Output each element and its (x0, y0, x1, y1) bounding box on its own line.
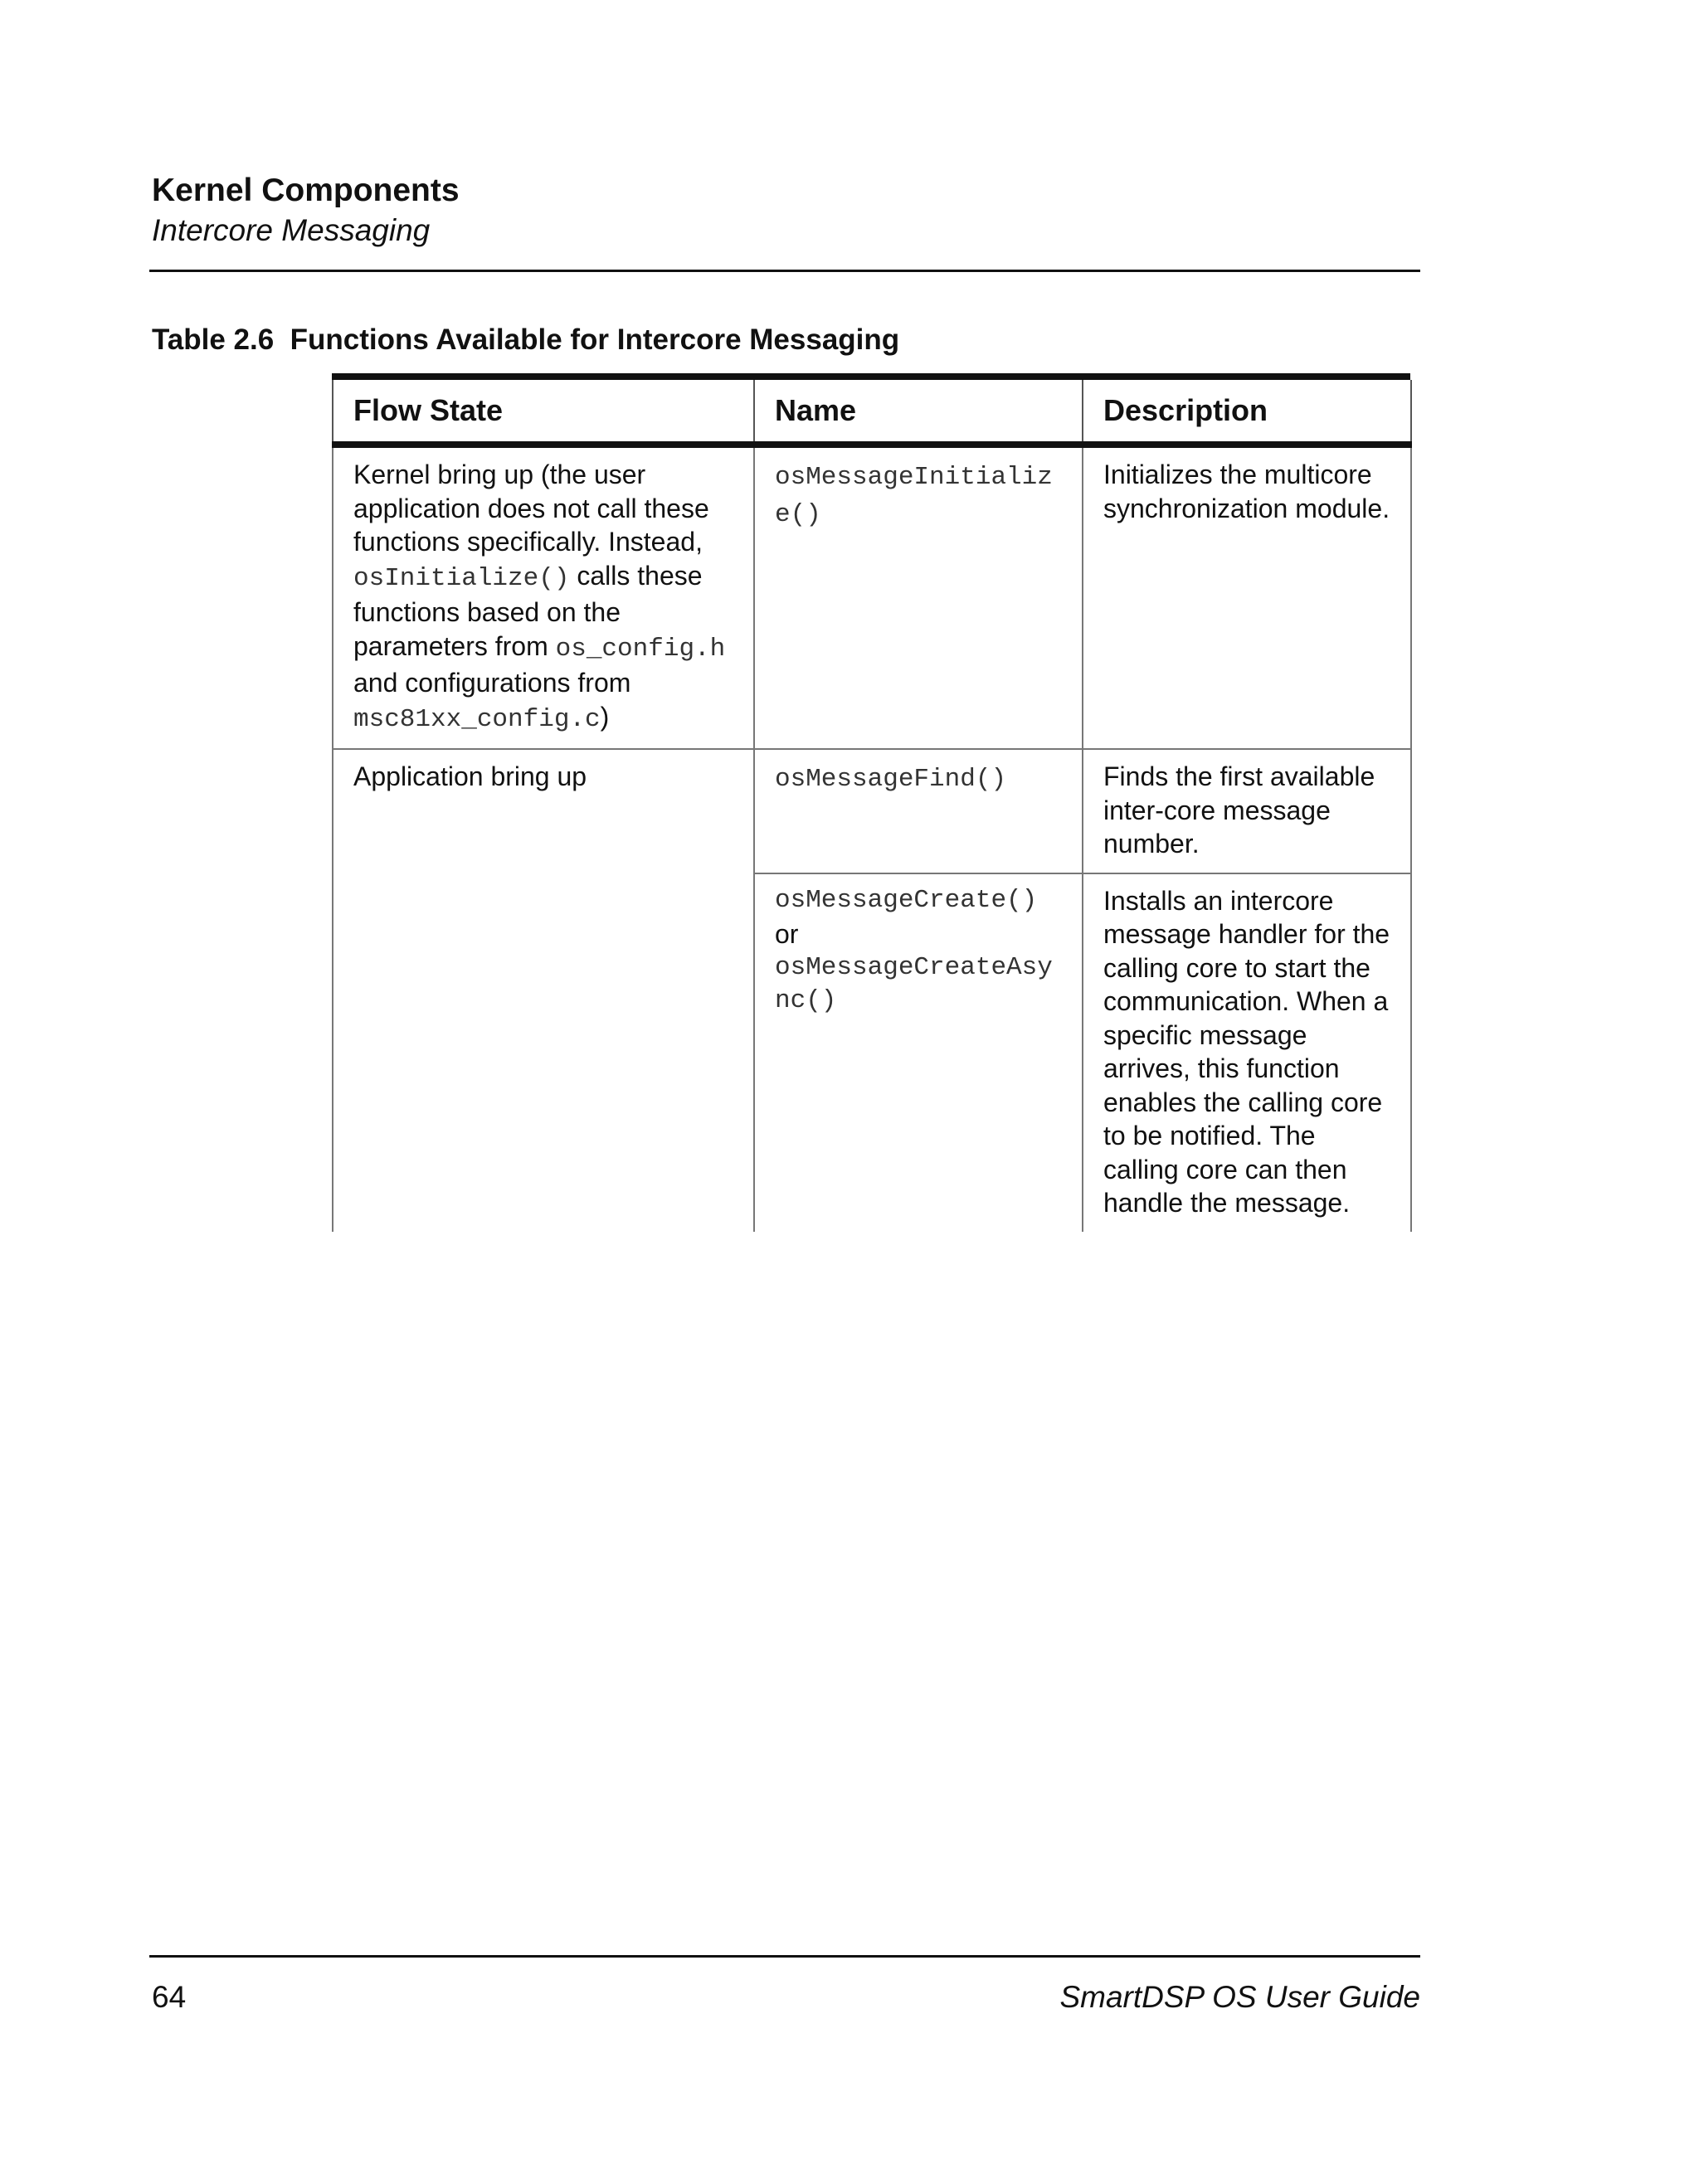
function-name: osMessageInitialize() (775, 463, 1053, 529)
column-header-description: Description (1083, 380, 1411, 445)
flow-state-text: calls these functions based on the parameters from (353, 560, 703, 661)
flow-state-text: Kernel bring up (the user application does not call these functions specifically. Instead, (353, 460, 709, 557)
page-number: 64 (152, 1980, 187, 2014)
section-subtitle: Intercore Messaging (152, 213, 431, 247)
flow-state-cell (333, 445, 754, 749)
footer-guide-title: SmartDSP OS User Guide (1059, 1980, 1420, 2014)
running-head (152, 170, 1421, 250)
function-name: osMessageFind() (775, 765, 1007, 794)
header-rule (149, 270, 1420, 272)
footer-rule (149, 1955, 1420, 1958)
functions-table-wrapper (332, 373, 1410, 1226)
code-os-config-h: os_config.h (555, 634, 726, 664)
function-name: osMessageCreate() (775, 885, 1038, 915)
description-cell: Installs an intercore message handler for the calling core to start the communication. When a specific message arrives, this function enables the calling core to be notified. The calling core can then handle the message. (1083, 873, 1411, 1232)
function-name-cell (754, 749, 1083, 873)
table-row (333, 749, 1411, 873)
table-header-row (333, 380, 1411, 445)
flow-state-text: ) (600, 701, 610, 732)
function-name-cell (754, 445, 1083, 749)
column-header-flow-state: Flow State (333, 380, 754, 445)
code-msc81xx-config-c: msc81xx_config.c (353, 704, 601, 734)
flow-state-text: and configurations from (353, 668, 631, 698)
section-title: Kernel Components (152, 173, 460, 208)
description-cell: Initializes the multicore synchronization module. (1083, 445, 1411, 749)
functions-table (332, 380, 1412, 1232)
table-row (333, 445, 1411, 749)
table-caption: Table 2.6 Functions Available for Intercore Messaging (152, 323, 900, 356)
or-text: or (775, 919, 799, 949)
flow-state-cell: Application bring up (333, 749, 754, 1232)
code-osinitialize: osInitialize() (353, 563, 570, 593)
function-name-cell (754, 873, 1083, 1232)
column-header-name: Name (754, 380, 1083, 445)
function-name: osMessageCreateAsync() (775, 952, 1053, 1015)
description-cell: Finds the first available inter-core message number. (1083, 749, 1411, 873)
